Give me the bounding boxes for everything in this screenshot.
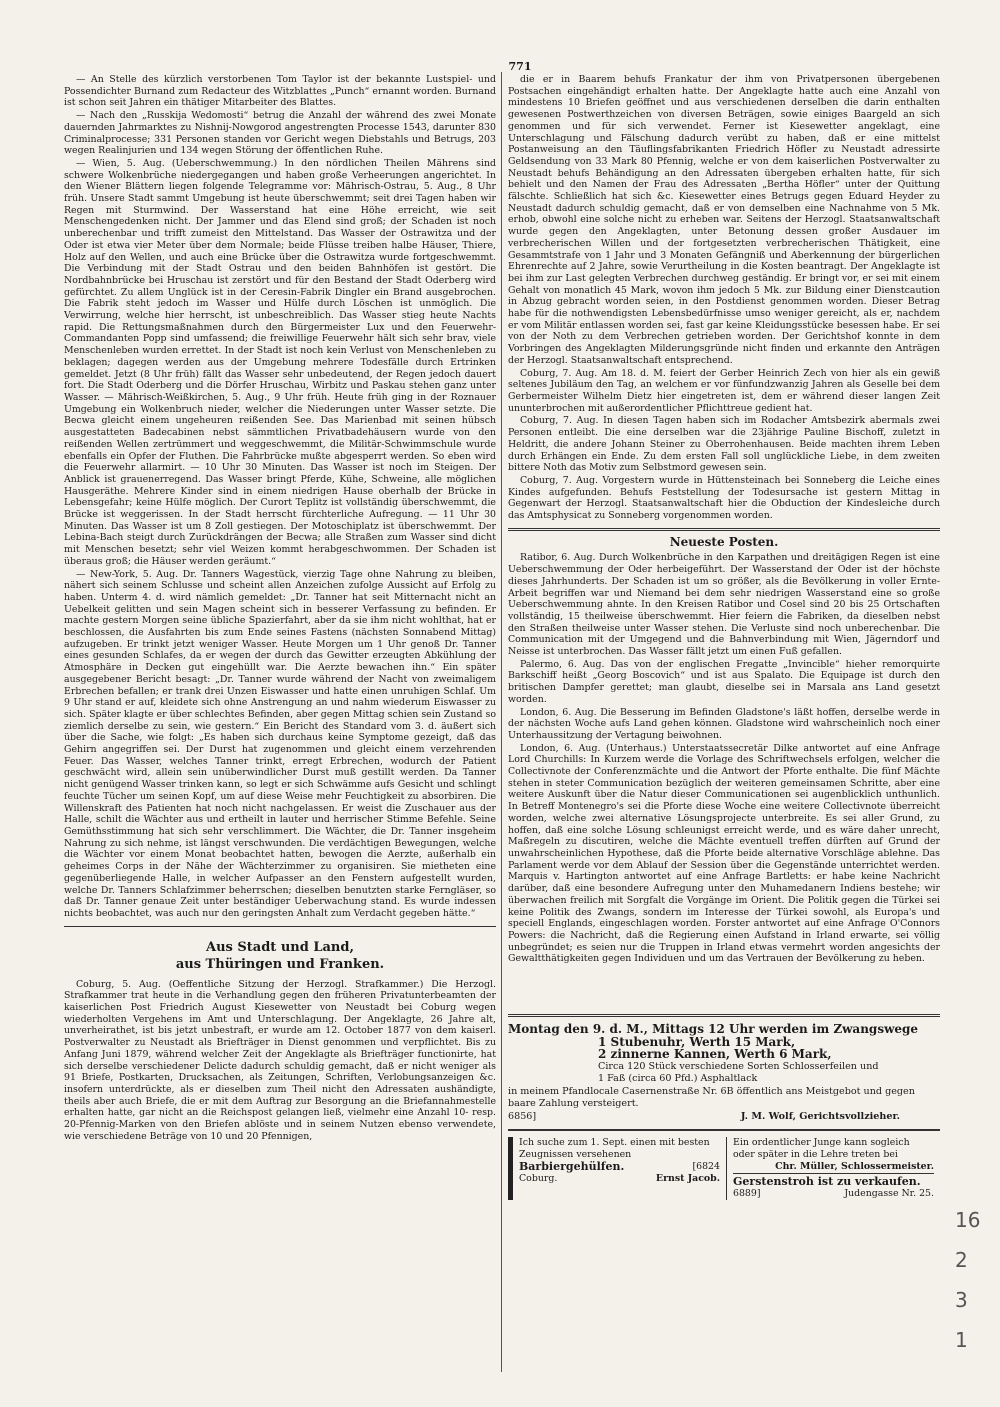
auction-line5: 1 Faß (circa 60 Pfd.) Asphaltlack (598, 1073, 758, 1084)
news-palermo: Palermo, 6. Aug. Das von der englischen Fregatte „Invincible“ hieher remorquirte Barkschiff heißt „Georg Boscovich“ und ist aus Spalato. Die Equipage ist durch den britischen Dampfer gerettet; man glaubt, dieselbe sei in Marsala ans Land gesetzt worden. (508, 658, 940, 705)
ad-boxes (508, 1129, 940, 1200)
auction-line6: in meinem Pfandlocale Casernenstraße Nr. 6B öffentlich ans Meistgebot und gegen baare Zahlung versteigert. (508, 1085, 915, 1109)
auction-id: 6856] (508, 1110, 537, 1122)
article-coburg-suicides: Coburg, 7. Aug. In diesen Tagen haben sich im Rodacher Amtsbezirk abermals zwei Personen entleibt. Die eine derselben war die 23jährige Pauline Bischoff, zuletzt in Heldritt, die andere Johann Steiner zu Oberrohenhausen. Beide machten ihrem Leben durch Erhängen ein Ende. Zu dem ersten Fall soll unglückliche Liebe, in dem zweiten bittere Noth das Motiv zum Selbstmord gewesen sein. (508, 415, 940, 474)
ad-barber (508, 1137, 727, 1200)
margin-note: 3 (955, 1288, 968, 1312)
margin-note: 2 (955, 1248, 968, 1272)
news-divider (508, 528, 940, 531)
ad-apprentice (727, 1137, 940, 1200)
auction-line2: 1 Stubenuhr, Werth 15 Mark, (598, 1034, 796, 1049)
right-column (508, 74, 940, 965)
news-london-commons: London, 6. Aug. (Unterhaus.) Unterstaatssecretär Dilke antwortet auf eine Anfrage Lord Churchills: In Kurzem werde die Vorlage des Schriftwechsels erfolgen, welcher die Collectivnote der Conferenzmächte und die Antwort der Pforte enthalte. Die fünf Mächte stehen in steter Communication bezüglich der weiteren gemeinsamen Schritte, aber eine weitere Auskunft über die Natur dieser Communicationen sei augenblicklich unthunlich. In Betreff Montenegro's sei die Pforte diese Woche eine weitere Collectivnote überreicht worden, welche zwei alternative Lösungsprojecte unterbreite. Es sei aller Grund, zu hoffen, daß eine solche Lösung schleunigst erreicht werde, und es wäre daher unrecht, Maßregeln zu discutiren, welche die Mächte eventuell treffen dürften auf Grund der unwahrscheinlichen Hypothese, daß die Pforte beide alternative Vorschläge ablehne. Das Parlament werde vor dem Ablauf der Session über die Gegenstände unterrichtet werden. Marquis v. Hartington antwortet auf eine Anfrage Bartletts: er habe keine Nachricht darüber, daß eine besondere Aufregung unter den Muhamedanern Indiens bestehe; wir überwachen freilich mit Sorgfalt die Vorgänge im Orient. Die Politik gegen die Türkei sei keine Politik des Zwangs, sondern im Interesse der Türkei sowohl, als Europa's und speciell Englands, eingeschlagen worden. Forster antwortet auf eine Anfrage O'Connors Powers: die Nachricht, daß die Regierung einen Aufstand in Irland erwarte, sei völlig unbegründet; es seien nur die Truppen in Irland etwas vermehrt worden angesichts der Gewaltthätigkeiten gegen Individuen und um das Vertrauen der Bevölkerung zu heben. (508, 742, 940, 965)
auction-ad (508, 1023, 940, 1123)
section-divider (64, 926, 496, 927)
article-new-york-tanner: — New-York, 5. Aug. Dr. Tanners Wagestück, vierzig Tage ohne Nahrung zu bleiben, nähert sich seinem Schlusse und scheint allen Anzeichen zufolge Aussicht auf Erfolg zu haben. Unterm 4. d. wird nämlich gemeldet: „Dr. Tanner hat seit Mitternacht nicht an Uebelkeit gelitten und sein Magen scheint sich in besserer Verfassung zu befinden. Er machte gestern Morgen seine übliche Spazierfahrt, aber da sie ihm nicht wohlthat, hat er beschlossen, die Ausfahrten bis zum Ende seines Fastens (nächsten Sonnabend Mittag) aufzugeben. Er trinkt jetzt weniger Wasser. Heute Morgen um 1 Uhr genoß Dr. Tanner eines gesunden Schlafes, da er wegen der durch das Gewitter erzeugten Abkühlung der Atmosphäre in Decken gut eingehüllt war. Die Aerzte bewachen ihn.“ Ein später ausgegebener Bericht besagt: „Dr. Tanner wurde während der Nacht von zweimaligem Erbrechen befallen; er trank drei Unzen Eiswasser und hatte einen unruhigen Schlaf. Um 9 Uhr stand er auf, kleidete sich ohne Anstrengung an und nahm wiederum Eiswasser zu sich. Später klagte er über schlechtes Befinden, aber gegen Mittag schien sein Zustand so ziemlich derselbe zu sein, wie gestern.“ Ein Bericht des Standard vom 3. d. äußert sich über die Sache, wie folgt: „Es haben sich durchaus keine Symptome gezeigt, daß das Gehirn angegriffen sei. Der Durst hat zugenommen und gleicht einem verzehrenden Feuer. Das Wasser, welches Tanner trinkt, erregt Erbrechen, wodurch der Patient geschwächt wird, allein sein unüberwindlicher Durst muß gestillt werden. Da Tanner nicht genügend Wasser trinken kann, so legt er sich Schwämme aufs Gesicht und schlingt feuchte Tücher um seinen Kopf, um auf diese Weise mehr Feuchtigkeit zu absorbiren. Die Willenskraft des Patienten hat noch nicht nachgelassen. Er weist die Zuschauer aus der Halle, schilt die Wächter aus und ertheilt in lauter und herrischer Stimme Befehle. Seine Gemüthsstimmung hat sich sehr verschlimmert. Die Wächter, die Dr. Tanner insgeheim Nahrung zu sich nehme, ist längst verschwunden. Die verdächtigen Bewegungen, welche die Wächter vor einem Monat beobachtet hatten, bewogen die Aerzte, außerhalb ein geheimes Corps in der Nähe der Wächterzimmer zu organisiren. Sie mietheten eine gegenüberliegende Halle, in welcher Aufpasser an den Fenstern aufgestellt wurden, welche Dr. Tanners Schlafzimmer beherrschen; dieselben benutzten starke Ferngläser, so daß Dr. Tanner genaue Zeit unter beständiger Ueberwachung stand. Es wurde indessen nichts beobachtet, was auch nur den geringsten Anhalt zum Verdacht gegeben hätte.“ (64, 568, 496, 919)
ad-straw-id: 6889] (733, 1188, 761, 1199)
ad-barber-text: Ich suche zum 1. Sept. einen mit besten Zeugnissen versehenen (519, 1137, 710, 1160)
news-london-gladstone: London, 6. Aug. Die Besserung im Befinden Gladstone's läßt hoffen, derselbe werde in der nächsten Woche aufs Land gehen können. Gladstone wird wahrscheinlich noch einer Unterhaussitzung der Vertagung beiwohnen. (508, 706, 940, 741)
margin-note: 1 (955, 1328, 968, 1352)
article-coburg-child: Coburg, 7. Aug. Vorgestern wurde in Hüttensteinach bei Sonneberg die Leiche eines Kindes aufgefunden. Behufs Feststellung der Todesursache ist gestern Mittag in Gegenwart der Herzogl. Staatsanwaltschaft hier die Obduction der Kindesleiche durch das Amtsphysicat zu Sonneberg vorgenommen worden. (508, 474, 940, 522)
article-punch-editor: — An Stelle des kürzlich verstorbenen Tom Taylor ist der bekannte Lustspiel- und Possendichter Burnand zum Redacteur des Witzblattes „Punch“ ernannt worden. Burnand ist schon seit Jahren ein thätiger Mitarbeiter des Blattes. (64, 74, 496, 109)
margin-note: 16 (955, 1208, 981, 1232)
ad-barber-id: [6824 (692, 1161, 720, 1172)
ad-apprentice-text: Ein ordentlicher Junge kann sogleich oder später in die Lehre treten bei (733, 1137, 910, 1160)
article-coburg-court-continued: die er in Baarem behufs Frankatur der ihm von Privatpersonen übergebenen Postsachen eingehändigt erhalten hatte. Der Angeklagte hatte auch eine Anzahl von mindestens 10 Briefen geöffnet und aus verschiedenen derselben die darin enthalten gewesenen Postwerthzeichen von diversen Beträgen, sowie einiges Baargeld an sich genommen und für sich verwendet. Ferner ist Kiesewetter angeklagt, eine Unterschlagung und Fälschung dadurch verübt zu haben, daß er eine mittelst Postanweisung an den Täuflingsfabrikanten Friedrich Höfler zu Neustadt adressirte Geldsendung von 33 Mark 80 Pfennig, welche er von dem kaiserlichen Postverwalter zu Neustadt behufs Behändigung an den Adressaten übergeben erhalten hatte, für sich behielt und den Namen der Frau des Adressaten „Bertha Höfler“ unter der Quittung fälschte. Schließlich hat sich &c. Kiesewetter eines Betrugs gegen Eduard Heyder zu Neustadt dadurch schuldig gemacht, daß er von demselben eine Nachnahme von 5 Mk. erhob, obwohl eine solche nicht zu erheben war. Seitens der Herzogl. Staatsanwaltschaft wurde gegen den Angeklagten, unter Betonung dessen großer Ausdauer im verbrecherischen Willen und der fortgesetzten verbrecherischen Thätigkeit, eine Gesammtstrafe von 1 Jahr und 3 Monaten Gefängniß und Aberkennung der bürgerlichen Ehrenrechte auf 2 Jahre, sowie Verurtheilung in die Kosten beantragt. Der Angeklagte ist bei ihm zur Last gelegten Verbrechen durchweg geständig. Er bringt vor, er sei mit einem Gehalt von monatlich 45 Mark, wovon ihm jedoch 5 Mk. zur Bildung einer Dienstcaution in Abzug gebracht worden seien, in den Postdienst genommen worden. Dieser Betrag habe für die nothwendigsten Lebensbedürfnisse umso weniger gereicht, als er, nachdem er vom Militär entlassen worden sei, fast gar keine Kleidungsstücke besessen habe. Er sei von der Noth zu dem Verbrechen getrieben worden. Der Gerichtshof konnte in dem Vorbringen des Angeklagten Milderungsgründe nicht finden und erkannte den Anträgen der Herzogl. Staatsanwaltschaft entsprechend. (508, 74, 940, 366)
section-heading-line1: Aus Stadt und Land, (206, 939, 354, 955)
article-vienna-flood: — Wien, 5. Aug. (Ueberschwemmung.) In den nördlichen Theilen Mährens sind schwere Wolkenbrüche niedergegangen und haben große Verheerungen angerichtet. In den Wiener Blättern liegen folgende Telegramme vor: Mährisch-Ostrau, 5. Aug., 8 Uhr früh. Unsere Stadt sammt Umgebung ist heute überschwemmt; seit drei Tagen haben wir Regen mit Sturmwind. Der Wasserstand hat eine Höhe erreicht, wie seit Menschengedenken nicht. Der Jammer und das Elend sind groß; der Schaden ist noch unberechenbar und trifft zumeist den Mittelstand. Das Wasser der Ostrawitza und der Oder ist etwa vier Meter über dem Normale; beide Flüsse treiben halbe Häuser, Thiere, Holz auf den Wellen, und auch eine Brücke über die Ostrawitza wurde fortgeschwemmt. Die Verbindung mit der Stadt Ostrau und den beiden Bahnhöfen ist gestört. Die Nordbahnbrücke bei Hruschau ist zerstört und für den Bestand der Stadt Oderberg wird gefürchtet. Zu allem Unglück ist in der Ceresin-Fabrik Dingler ein Brand ausgebrochen. Die Fabrik steht jedoch im Wasser und Hülfe durch Löschen ist unmöglich. Die Verwirrung, welche hier herrscht, ist unbeschreiblich. Das Wasser stieg heute Nachts rapid. Die Rettungsmaßnahmen durch den Bürgermeister Lux und den Feuerwehr-Commandanten Popp sind umfassend; die freiwillige Feuerwehr hält sich sehr brav, viele Menschenleben wurden errettet. In der Stadt ist noch kein Verlust von Menschenleben zu beklagen; dagegen werden aus der Umgebung mehrere Todesfälle durch Ertrinken gemeldet. Jetzt (8 Uhr früh) fällt das Wasser sehr unbedeutend, der Regen jedoch dauert fort. Die Stadt Oderberg und die Dörfer Hruschau, Wirbitz und Paskau stehen ganz unter Wasser. — Mährisch-Weißkirchen, 5. Aug., 9 Uhr früh. Heute früh ging in der Roznauer Umgebung ein Wolkenbruch nieder, welcher die Niederungen unter Wasser setzte. Die Becwa gleicht einem ungeheuren reißenden See. Das Marienbad mit seinen hübsch ausgestatteten Badecabinen nebst sämmtlichen Privatbadehäusern wurde von den reißenden Wellen zertrümmert und weggeschwemmt, die Militär-Schwimmschule wurde ebenfalls ein Opfer der Fluthen. Die Fahrbrücke mußte abgesperrt werden. So eben wird die Feuerwehr allarmirt. — 10 Uhr 30 Minuten. Das Wasser ist noch im Steigen. Der Anblick ist grauenerregend. Das Wasser bringt Pferde, Kühe, Schweine, alle möglichen Hausgeräthe. Mehrere Kinder sind in einem niedrigen Hause oberhalb der Brücke in Lebensgefahr; keine Hülfe möglich. Der Curort Teplitz ist vollständig überschwemmt, die Brücke ist weggerissen. In der Stadt herrscht fürchterliche Aufregung. — 11 Uhr 30 Minuten. Das Wasser ist um 8 Zoll gestiegen. Der Motoschiplatz ist überschwemmt. Der Lebina-Bach steigt durch Zurückdrängen der Becwa; alle Straßen zum Wasser sind dicht mit Menschen besetzt; sehr viel Weizen kommt herabgeschwommen. Der Schaden ist überaus groß; die Häuser werden geräumt.“ (64, 157, 496, 567)
handwritten-margin-notes (955, 1200, 995, 1400)
ad-barber-name: Ernst Jacob. (655, 1173, 720, 1184)
ad-barber-title: Barbiergehülfen. (519, 1160, 625, 1173)
column-divider (501, 72, 502, 1372)
auction-line1: Montag den 9. d. M., Mittags 12 Uhr werden im Zwangswege (508, 1022, 919, 1036)
left-column (64, 74, 496, 1374)
section-heading (64, 939, 496, 973)
auction-line3: 2 zinnerne Kannen, Werth 6 Mark, (598, 1047, 832, 1061)
advertisements (508, 1008, 940, 1200)
page-number: 771 (508, 60, 532, 73)
news-ratibor: Ratibor, 6. Aug. Durch Wolkenbrüche in den Karpathen und dreitägigen Regen ist eine Ueberschwemmung der Oder herbeigeführt. Der Wasserstand der Oder ist der höchste dieses Jahrhunderts. Der Schaden ist um so größer, als die Bevölkerung in voller Ernte-Arbeit begriffen war und Niemand bei dem sehr niedrigen Wasserstand eine so große Ueberschwemmung ahnte. In den Kreisen Ratibor und Cosel sind 20 bis 25 Ortschaften vollständig, 15 theilweise überschwemmt. Hier feiern die Fabriken, da dieselben nebst den Straßen theilweise unter Wasser stehen. Die Verluste sind noch unberechenbar. Die Communication mit der Umgegend und die Bahnverbindung mit Wien, Jägerndorf und Neisse ist unterbrochen. Das Wasser fällt jetzt um einen Fuß gefallen. (508, 552, 940, 658)
ads-divider (508, 1014, 940, 1017)
article-coburg-jubilee: Coburg, 7. Aug. Am 18. d. M. feiert der Gerber Heinrich Zech von hier als ein gewiß seltenes Jubiläum den Tag, an welchem er vor fünfundzwanzig Jahren als Geselle bei dem Gerbermeister Wilhelm Dietz hier eingetreten ist, dem er während dieser langen Zeit ununterbrochen mit außerordentlicher Pflichttreue gedient hat. (508, 367, 940, 414)
ad-straw-title: Gerstenstroh ist zu verkaufen. (733, 1173, 934, 1188)
ad-barber-place: Coburg. (519, 1173, 558, 1184)
auction-signature: J. M. Wolf, Gerichtsvollzieher. (740, 1110, 900, 1122)
auction-line4: Circa 120 Stück verschiedene Sorten Schlosserfeilen und (598, 1060, 879, 1072)
newspaper-page (60, 56, 960, 1386)
news-heading: Neueste Posten. (669, 534, 779, 549)
article-nizhny-fair: — Nach den „Russkija Wedomosti“ betrug die Anzahl der während des zwei Monate dauernden Jahrmarktes zu Nishnij-Nowgorod angestrengten Processe 1543, darunter 830 Criminalprocesse; 331 Personen standen vor Gericht wegen Diebstahls und Betrugs, 203 wegen Realinjurien und 134 wegen Störung der öffentlichen Ruhe. (64, 110, 496, 157)
ad-straw-address: Judengasse Nr. 25. (844, 1188, 934, 1199)
ad-apprentice-name: Chr. Müller, Schlossermeister. (775, 1161, 934, 1172)
section-heading-line2: aus Thüringen und Franken. (175, 956, 385, 972)
article-coburg-court: Coburg, 5. Aug. (Oeffentliche Sitzung der Herzogl. Strafkammer.) Die Herzogl. Strafkammer trat heute in die Verhandlung gegen den früheren Privatunterbeamten der kaiserlichen Post Friedrich August Kiesewetter von Neustadt bei Coburg wegen wiederholten Vergehens im Amt und Unterschlagung. Der Angeklagte, 26 Jahre alt, unverheirathet, ist bis jetzt unbestraft, er wurde am 12. October 1877 von dem kaiserl. Postverwalter zu Neustadt als Briefträger in Dienst genommen und verpflichtet. Bis zu Anfang Juni 1879, während welcher Zeit der Angeklagte als Briefträger functionirte, hat sich derselbe verschiedener Delicte dadurch schuldig gemacht, daß er nicht weniger als 91 Briefe, Postkarten, Drucksachen, als Zeitungen, Schriften, Verlobungsanzeigen &c. insofern unterdrückte, als er dieselben zum Theil nicht den Adressaten aushändigte, theils aber auch Briefe, die er mit dem Auftrag zur Besorgung an die Briefannahmestelle erhalten hatte, gar nicht an die Reichspost gelangen ließ, vielmehr eine Anzahl 10- resp. 20-Pfennig-Marken von den Briefen ablöste und in seinem Nutzen ebenso verwendete, wie verschiedene Beträge von 10 und 20 Pfennigen, (64, 978, 496, 1142)
